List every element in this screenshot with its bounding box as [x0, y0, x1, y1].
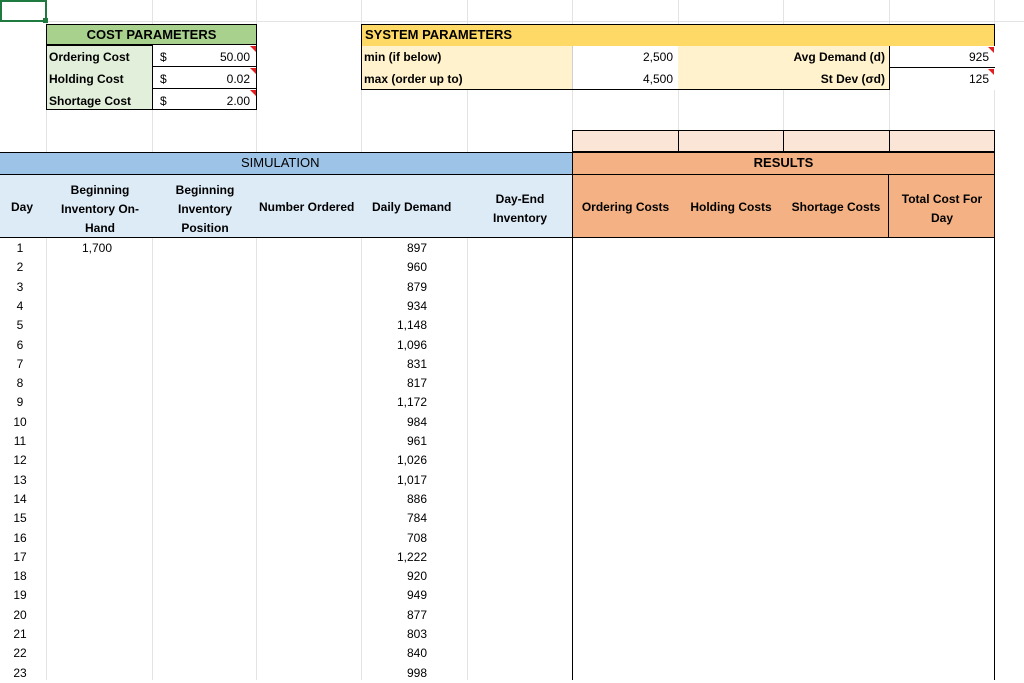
holding-cost-label: Holding Cost [49, 72, 124, 86]
currency-symbol: $ [160, 72, 167, 86]
on-hand-cell[interactable]: 1,700 [82, 241, 113, 255]
day-cell[interactable]: 6 [16, 338, 24, 352]
daily-demand-cell[interactable]: 1,096 [396, 338, 427, 352]
daily-demand-cell[interactable]: 1,148 [396, 318, 427, 332]
daily-demand-cell[interactable]: 877 [406, 608, 427, 622]
table-row[interactable] [0, 357, 572, 374]
table-row[interactable] [0, 280, 572, 297]
shortage-cost-label: Shortage Cost [49, 94, 132, 108]
daily-demand-cell[interactable]: 784 [406, 511, 427, 525]
day-cell[interactable]: 4 [16, 299, 24, 313]
daily-demand-cell[interactable]: 840 [406, 646, 427, 660]
day-cell[interactable]: 5 [16, 318, 24, 332]
fill-handle[interactable] [43, 18, 48, 23]
system-parameters-header [361, 24, 995, 46]
min-value: 2,500 [642, 50, 673, 64]
currency-symbol: $ [160, 94, 167, 108]
comment-indicator[interactable] [988, 47, 994, 53]
daily-demand-cell[interactable]: 879 [406, 280, 427, 294]
comment-indicator[interactable] [250, 46, 256, 52]
selected-cell[interactable] [0, 0, 47, 22]
results-spacer-cell[interactable] [572, 130, 679, 152]
table-row[interactable] [0, 550, 572, 567]
col-header-ordering-costs: Ordering Costs [581, 200, 670, 214]
table-row[interactable] [0, 299, 572, 316]
daily-demand-cell[interactable]: 831 [406, 357, 427, 371]
st-dev-label: St Dev (σd) [820, 72, 885, 86]
col-header-day-end: Day-End Inventory [492, 192, 547, 225]
daily-demand-cell[interactable]: 1,172 [396, 395, 427, 409]
daily-demand-cell[interactable]: 886 [406, 492, 427, 506]
daily-demand-cell[interactable]: 1,017 [396, 473, 427, 487]
simulation-title: SIMULATION [241, 155, 320, 170]
avg-demand-label: Avg Demand (d) [793, 50, 885, 64]
table-row[interactable] [0, 646, 572, 663]
col-header-daily-demand: Daily Demand [372, 200, 452, 214]
day-cell[interactable]: 1 [16, 241, 24, 255]
col-header-total-cost: Total Cost For Day [901, 192, 983, 225]
day-cell[interactable]: 22 [13, 646, 27, 660]
col-header-holding-costs: Holding Costs [690, 200, 772, 214]
results-total-divider [888, 175, 889, 238]
table-row[interactable] [0, 338, 572, 355]
day-cell[interactable]: 13 [13, 473, 27, 487]
day-cell[interactable]: 8 [16, 376, 24, 390]
table-row[interactable] [0, 453, 572, 470]
holding-cost-value: 0.02 [226, 72, 250, 86]
day-cell[interactable]: 15 [13, 511, 27, 525]
daily-demand-cell[interactable]: 920 [406, 569, 427, 583]
table-row[interactable] [0, 666, 572, 683]
table-row[interactable] [0, 318, 572, 335]
col-header-number-ordered: Number Ordered [259, 200, 355, 214]
max-value: 4,500 [642, 72, 673, 86]
day-cell[interactable]: 23 [13, 666, 27, 680]
col-header-shortage-costs: Shortage Costs [791, 200, 881, 214]
day-cell[interactable]: 11 [13, 434, 27, 448]
table-row[interactable] [0, 627, 572, 644]
table-row[interactable] [0, 473, 572, 490]
system-parameters-title: SYSTEM PARAMETERS [365, 27, 513, 42]
table-row[interactable] [0, 569, 572, 586]
day-cell[interactable]: 2 [16, 260, 24, 274]
results-body[interactable] [572, 238, 995, 680]
daily-demand-cell[interactable]: 708 [406, 531, 427, 545]
avg-demand-value: 925 [968, 50, 989, 64]
st-dev-value: 125 [968, 72, 989, 86]
table-row[interactable] [0, 415, 572, 432]
results-spacer-cell[interactable] [783, 130, 890, 152]
day-cell[interactable]: 7 [16, 357, 24, 371]
daily-demand-cell[interactable]: 934 [406, 299, 427, 313]
comment-indicator[interactable] [250, 90, 256, 96]
day-cell[interactable]: 20 [13, 608, 27, 622]
table-row[interactable] [0, 241, 572, 258]
cost-parameters-header [46, 24, 257, 45]
table-row[interactable] [0, 608, 572, 625]
shortage-cost-value: 2.00 [226, 94, 250, 108]
day-cell[interactable]: 3 [16, 280, 24, 294]
table-row[interactable] [0, 260, 572, 277]
grid-line [0, 21, 1024, 22]
table-row[interactable] [0, 395, 572, 412]
daily-demand-cell[interactable]: 960 [406, 260, 427, 274]
day-cell[interactable]: 17 [13, 550, 27, 564]
day-cell[interactable]: 12 [13, 453, 27, 467]
results-header [572, 152, 995, 175]
comment-indicator[interactable] [250, 68, 256, 74]
table-row[interactable] [0, 376, 572, 393]
results-spacer-cell[interactable] [889, 130, 995, 152]
col-header-on-hand: Beginning Inventory On-Hand [60, 183, 139, 235]
ordering-cost-label: Ordering Cost [49, 50, 130, 64]
daily-demand-cell[interactable]: 803 [406, 627, 427, 641]
daily-demand-cell[interactable]: 984 [406, 415, 427, 429]
max-label: max (order up to) [364, 72, 463, 86]
col-header-position: Beginning Inventory Position [175, 183, 235, 235]
min-label: min (if below) [364, 50, 442, 64]
simulation-header [0, 152, 573, 175]
day-cell[interactable]: 21 [13, 627, 27, 641]
daily-demand-cell[interactable]: 961 [406, 434, 427, 448]
day-cell[interactable]: 16 [13, 531, 27, 545]
daily-demand-cell[interactable]: 949 [406, 588, 427, 602]
col-header-day: Day [10, 200, 33, 214]
table-row[interactable] [0, 492, 572, 509]
day-cell[interactable]: 19 [13, 588, 27, 602]
daily-demand-cell[interactable]: 897 [406, 241, 427, 255]
table-row[interactable] [0, 434, 572, 451]
ordering-cost-value: 50.00 [219, 50, 250, 64]
table-row[interactable] [0, 511, 572, 528]
day-cell[interactable]: 9 [16, 395, 24, 409]
day-cell[interactable]: 10 [13, 415, 27, 429]
table-row[interactable] [0, 588, 572, 605]
daily-demand-cell[interactable]: 1,222 [396, 550, 427, 564]
day-cell[interactable]: 14 [13, 492, 27, 506]
comment-indicator[interactable] [988, 69, 994, 75]
results-title: RESULTS [753, 155, 814, 170]
cost-parameters-title: COST PARAMETERS [86, 27, 217, 42]
daily-demand-cell[interactable]: 817 [406, 376, 427, 390]
results-spacer-cell[interactable] [678, 130, 784, 152]
table-row[interactable] [0, 531, 572, 548]
daily-demand-cell[interactable]: 998 [406, 666, 427, 680]
currency-symbol: $ [160, 50, 167, 64]
daily-demand-cell[interactable]: 1,026 [396, 453, 427, 467]
day-cell[interactable]: 18 [13, 569, 27, 583]
